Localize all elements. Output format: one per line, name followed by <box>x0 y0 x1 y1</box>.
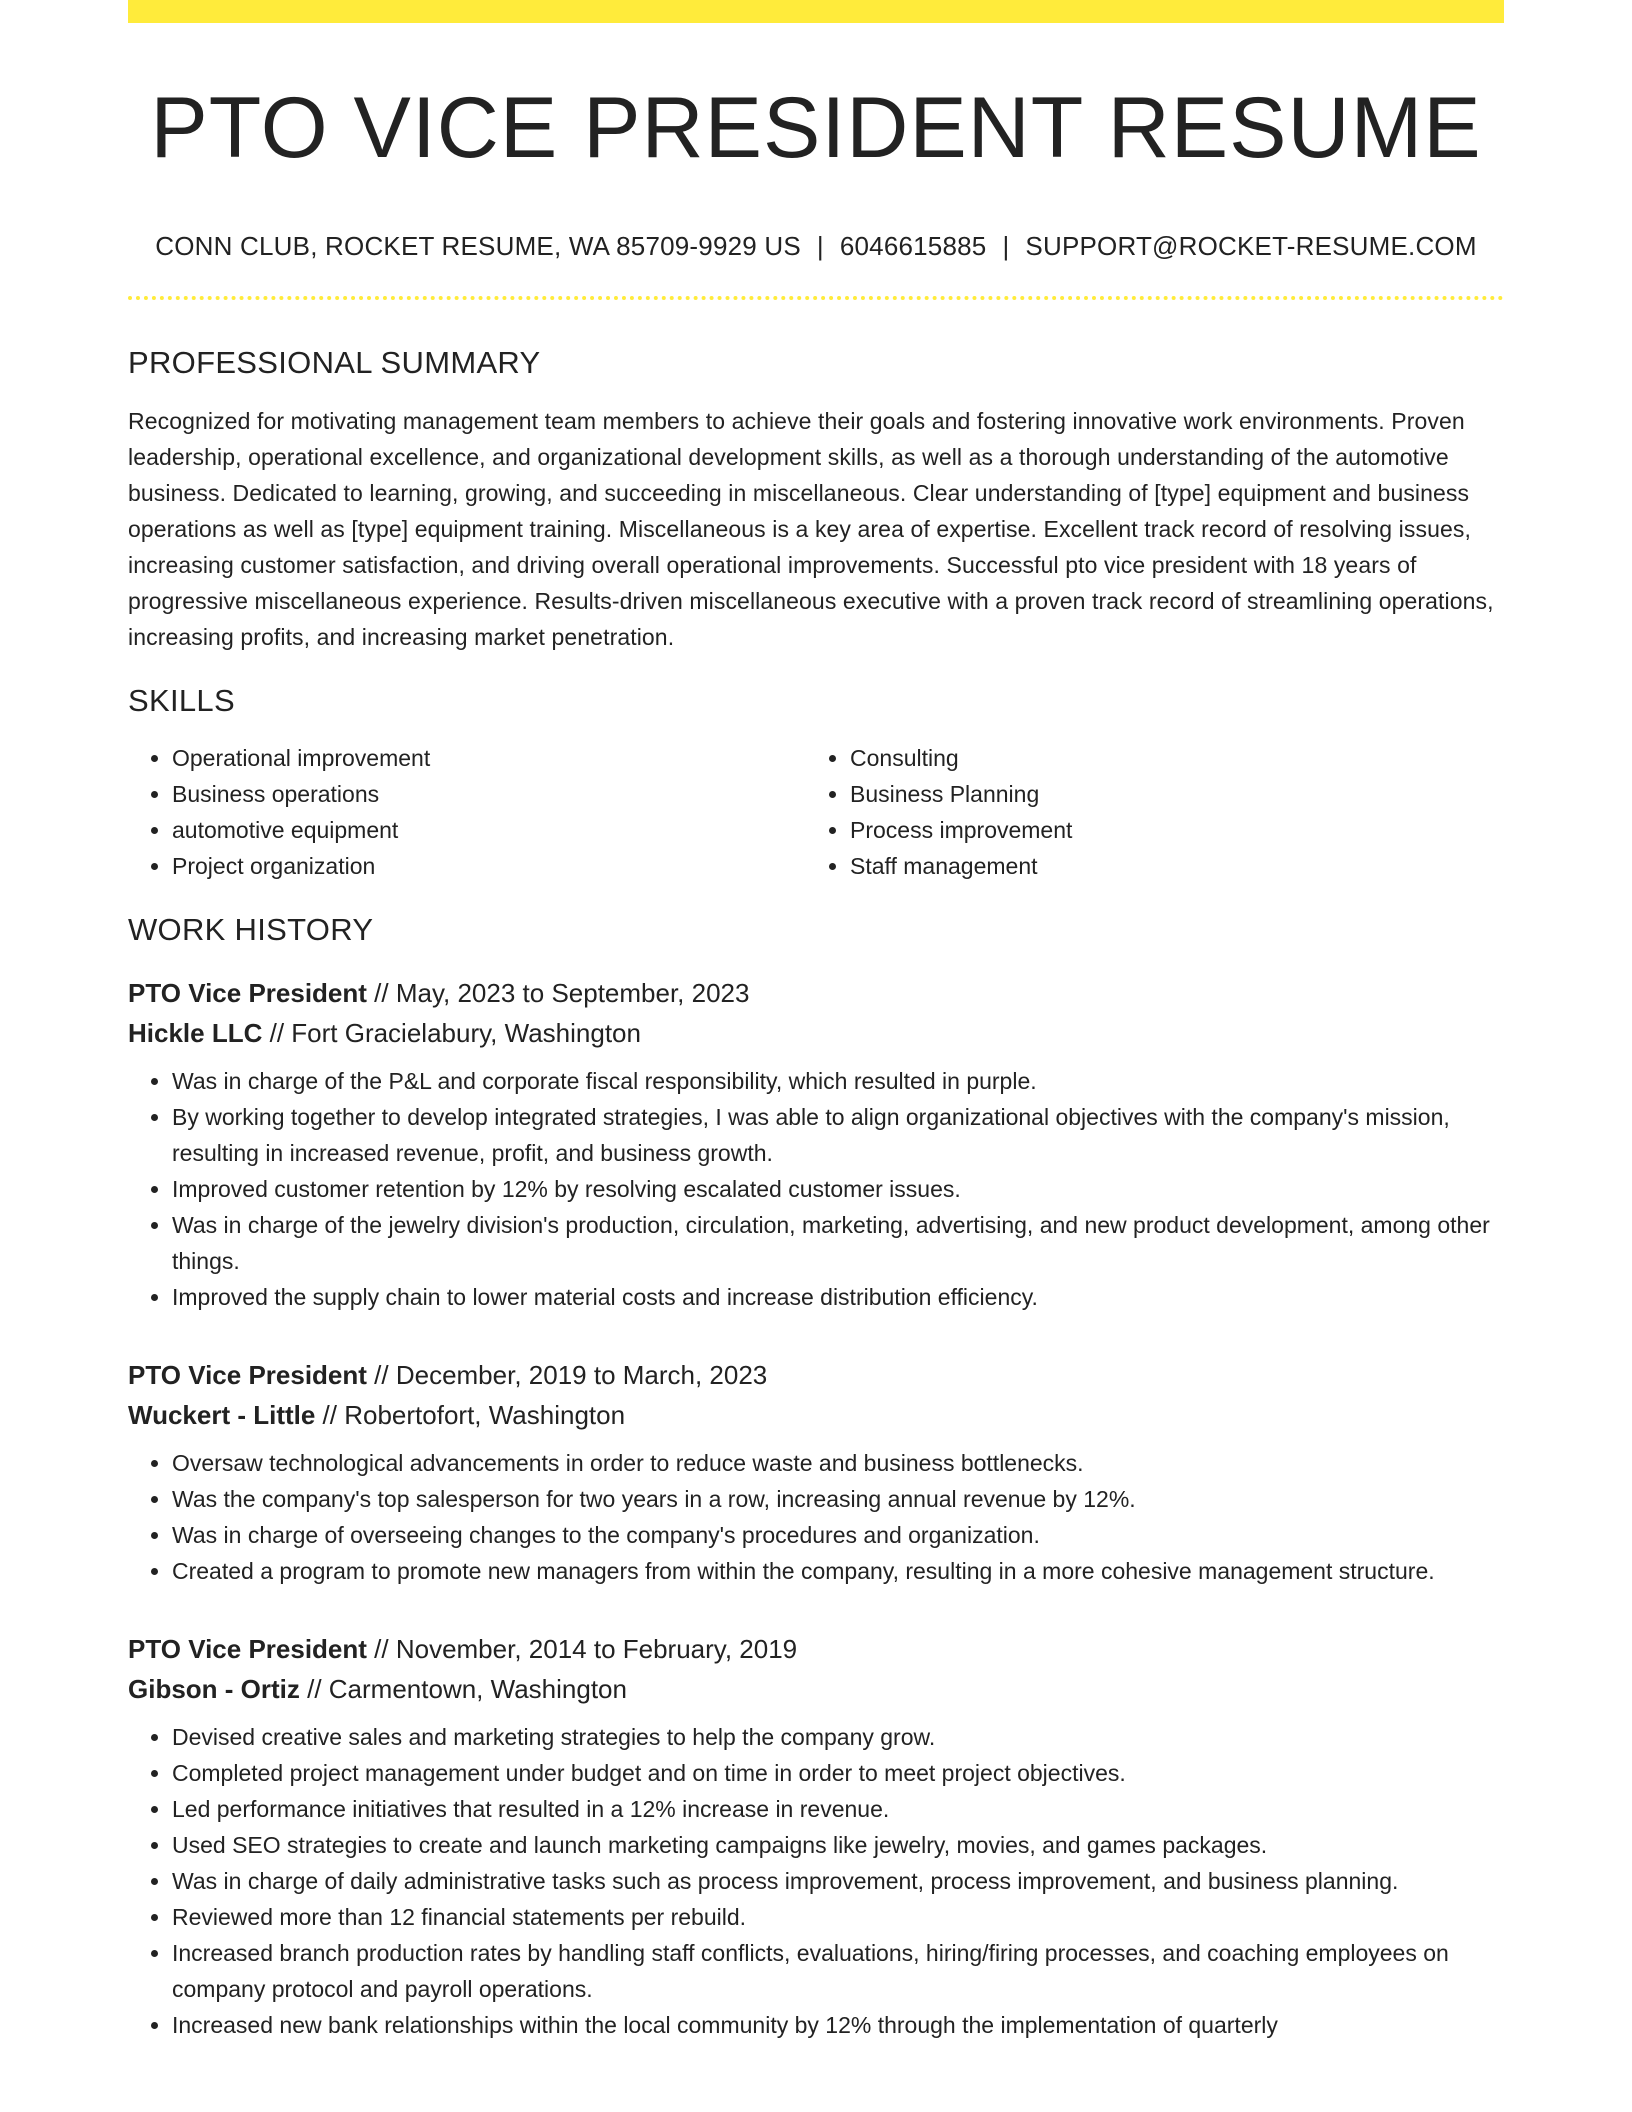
job-company-line <box>128 1669 1504 1709</box>
job-bullet: • Created a program to promote new managers from within the company, resulting in a more cohesive management structure. <box>172 1553 1504 1589</box>
job-bullet: • Improved customer retention by 12% by resolving escalated customer issues. <box>172 1171 1504 1207</box>
job-entry <box>128 1355 1504 1589</box>
job-bullets <box>128 1063 1504 1315</box>
job-role-line <box>128 1355 1504 1395</box>
phone: 6046615885 <box>839 231 987 261</box>
job-entry <box>128 1629 1504 2043</box>
summary-heading: PROFESSIONAL SUMMARY <box>128 345 541 380</box>
resume-title: PTO VICE PRESIDENT RESUME <box>150 80 1482 176</box>
resume-page <box>128 0 1504 2043</box>
skills-column-left <box>128 740 806 884</box>
job-bullet: • Was the company's top salesperson for two years in a row, increasing annual revenue by 12%. <box>172 1481 1504 1517</box>
job-bullet: • Was in charge of overseeing changes to the company's procedures and organization. <box>172 1517 1504 1553</box>
job-company: Hickle LLC <box>128 1018 263 1048</box>
job-bullet: • By working together to develop integrated strategies, I was able to align organizational objectives with the company's mission, resulting in increased revenue, profit, and business growth. <box>172 1099 1504 1171</box>
job-location: // Fort Gracielabury, Washington <box>262 1018 641 1048</box>
job-company-line <box>128 1013 1504 1053</box>
contact-separator: | <box>816 231 824 261</box>
job-bullet: • Led performance initiatives that resulted in a 12% increase in revenue. <box>172 1791 1504 1827</box>
job-bullet: • Used SEO strategies to create and launch marketing campaigns like jewelry, movies, and games packages. <box>172 1827 1504 1863</box>
skill-item: • Project organization <box>172 848 806 884</box>
job-bullet: • Completed project management under budget and on time in order to meet project objectives. <box>172 1755 1504 1791</box>
job-role-line <box>128 973 1504 1013</box>
summary-text: Recognized for motivating management team members to achieve their goals and fostering innovative work environments. Proven leadership, operational excellence, and organizational development skills, as well as a thorough understanding of the automotive business. Dedicated to learning, growing, and succeeding in miscellaneous. Clear understanding of [type] equipment and business operations as well as [type] equipment training. Miscellaneous is a key area of expertise. Excellent track record of resolving issues, increasing customer satisfaction, and driving overall operational improvements. Successful pto vice president with 18 years of progressive miscellaneous experience. Results-driven miscellaneous executive with a proven track record of streamlining operations, increasing profits, and increasing market penetration. <box>128 408 1494 650</box>
contact-separator: | <box>1002 231 1010 261</box>
job-bullet: • Was in charge of the P&L and corporate fiscal responsibility, which resulted in purple. <box>172 1063 1504 1099</box>
contact-line <box>128 233 1504 259</box>
job-dates: // November, 2014 to February, 2019 <box>366 1634 798 1664</box>
skill-item: • Process improvement <box>850 812 1484 848</box>
job-company: Wuckert - Little <box>128 1400 316 1430</box>
job-bullet: • Increased new bank relationships within the local community by 12% through the implementation of quarterly <box>172 2007 1504 2043</box>
job-role: PTO Vice President <box>128 1360 367 1390</box>
top-accent-bar <box>128 0 1504 23</box>
work-history-heading: WORK HISTORY <box>128 912 374 947</box>
skill-item: • Operational improvement <box>172 740 806 776</box>
job-bullet: • Reviewed more than 12 financial statements per rebuild. <box>172 1899 1504 1935</box>
skill-item: • Business Planning <box>850 776 1484 812</box>
job-bullet: • Increased branch production rates by handling staff conflicts, evaluations, hiring/firing processes, and coaching employees on company protocol and payroll operations. <box>172 1935 1504 2007</box>
job-role: PTO Vice President <box>128 1634 367 1664</box>
dotted-divider <box>128 296 1504 300</box>
job-bullet: • Improved the supply chain to lower material costs and increase distribution efficiency. <box>172 1279 1504 1315</box>
email: SUPPORT@ROCKET-RESUME.COM <box>1025 231 1477 261</box>
job-dates: // May, 2023 to September, 2023 <box>366 978 750 1008</box>
address: CONN CLUB, ROCKET RESUME, WA 85709-9929 US <box>155 231 801 261</box>
job-bullet: • Was in charge of the jewelry division's production, circulation, marketing, advertising, and new product development, among other things. <box>172 1207 1504 1279</box>
job-entry <box>128 973 1504 1315</box>
skills-list <box>128 740 1504 884</box>
skill-item: • Business operations <box>172 776 806 812</box>
skill-item: • Staff management <box>850 848 1484 884</box>
skills-heading: SKILLS <box>128 683 235 718</box>
job-company: Gibson - Ortiz <box>128 1674 300 1704</box>
job-dates: // December, 2019 to March, 2023 <box>366 1360 768 1390</box>
job-bullets <box>128 1719 1504 2043</box>
job-bullets <box>128 1445 1504 1589</box>
job-role: PTO Vice President <box>128 978 367 1008</box>
job-bullet: • Oversaw technological advancements in order to reduce waste and business bottlenecks. <box>172 1445 1504 1481</box>
job-location: // Carmentown, Washington <box>299 1674 627 1704</box>
job-role-line <box>128 1629 1504 1669</box>
skill-item: • automotive equipment <box>172 812 806 848</box>
skill-item: • Consulting <box>850 740 1484 776</box>
job-location: // Robertofort, Washington <box>315 1400 626 1430</box>
job-bullet: • Devised creative sales and marketing strategies to help the company grow. <box>172 1719 1504 1755</box>
job-bullet: • Was in charge of daily administrative tasks such as process improvement, process improvement, and business planning. <box>172 1863 1504 1899</box>
skills-column-right <box>806 740 1484 884</box>
job-company-line <box>128 1395 1504 1435</box>
